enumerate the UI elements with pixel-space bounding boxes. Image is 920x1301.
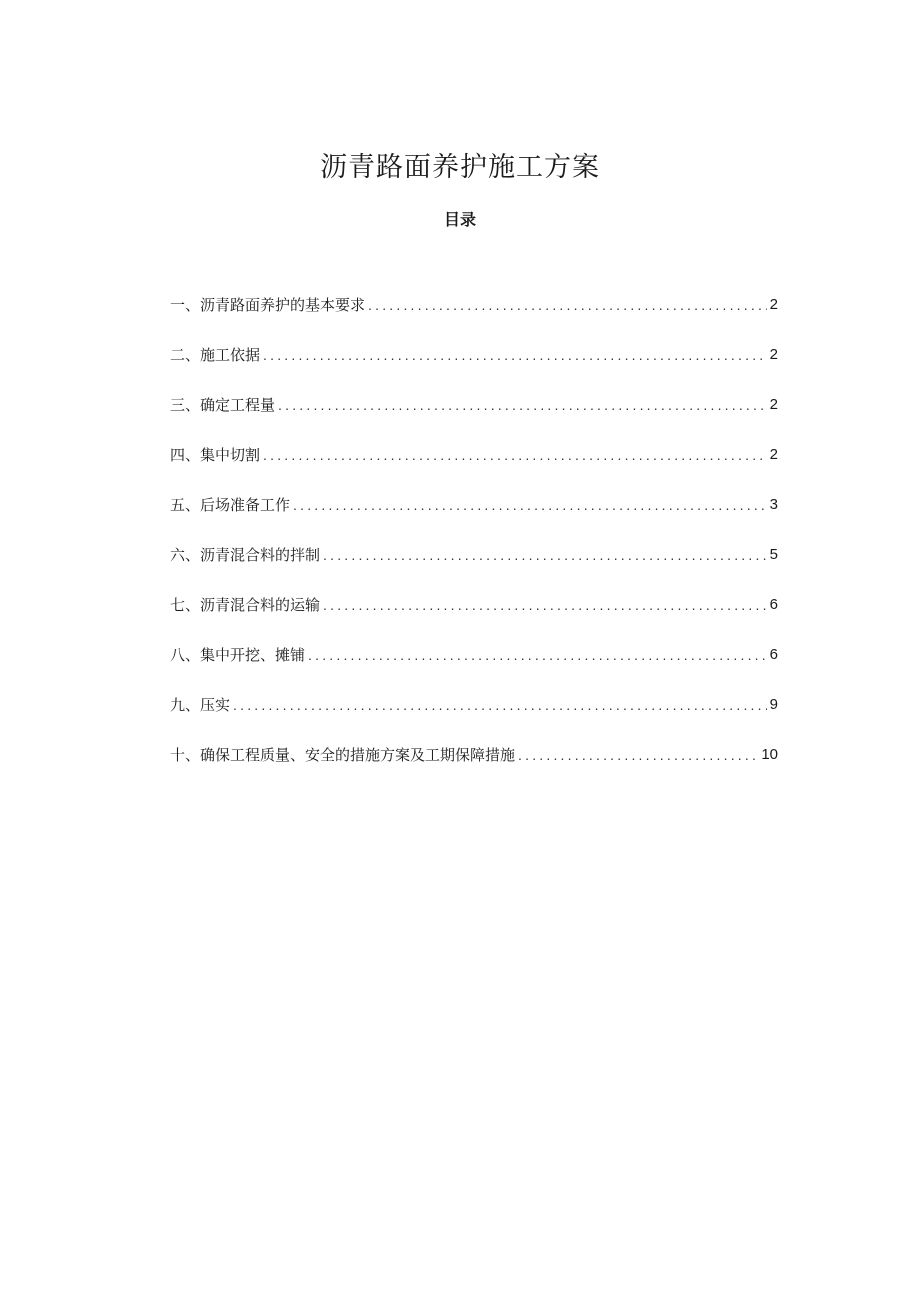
toc-heading: 目录 bbox=[443, 210, 476, 229]
toc-entry-label: 八、集中开挖、摊铺 bbox=[170, 646, 306, 664]
toc-dot-leader bbox=[308, 643, 767, 667]
toc-entry-label: 一、沥青路面养护的基本要求 bbox=[170, 296, 366, 314]
toc-entry-page: 9 bbox=[769, 696, 778, 713]
document-title: 沥青路面养护施工方案 bbox=[320, 152, 600, 183]
toc-entry-2[interactable] bbox=[170, 343, 778, 367]
toc-entry-page: 2 bbox=[769, 296, 778, 313]
toc-entry-label: 四、集中切割 bbox=[170, 446, 261, 464]
toc-entry-label: 十、确保工程质量、安全的措施方案及工期保障措施 bbox=[170, 746, 516, 764]
toc-entry-5[interactable] bbox=[170, 493, 778, 517]
toc-dot-leader bbox=[233, 693, 767, 717]
toc-entry-page: 6 bbox=[769, 646, 778, 663]
toc-dot-leader bbox=[263, 343, 767, 367]
toc-entry-6[interactable] bbox=[170, 543, 778, 567]
toc-entry-label: 七、沥青混合料的运输 bbox=[170, 596, 321, 614]
toc-entry-7[interactable] bbox=[170, 593, 778, 617]
toc-entry-label: 九、压实 bbox=[170, 696, 231, 714]
toc-dot-leader bbox=[323, 543, 767, 567]
toc-entry-label: 六、沥青混合料的拌制 bbox=[170, 546, 321, 564]
toc-entry-label: 三、确定工程量 bbox=[170, 396, 276, 414]
toc-dot-leader bbox=[323, 593, 767, 617]
toc-entry-3[interactable] bbox=[170, 393, 778, 417]
toc-dot-leader bbox=[293, 493, 767, 517]
toc-entry-page: 2 bbox=[769, 346, 778, 363]
toc-entry-page: 10 bbox=[761, 746, 778, 763]
toc-dot-leader bbox=[263, 443, 767, 467]
toc-dot-leader bbox=[278, 393, 767, 417]
toc-entry-label: 二、施工依据 bbox=[170, 346, 261, 364]
toc-entry-10[interactable] bbox=[170, 743, 778, 767]
toc-entry-9[interactable] bbox=[170, 693, 778, 717]
toc-entry-label: 五、后场准备工作 bbox=[170, 496, 291, 514]
toc-dot-leader bbox=[368, 293, 767, 317]
toc-entry-page: 5 bbox=[769, 546, 778, 563]
toc-entry-4[interactable] bbox=[170, 443, 778, 467]
toc-entry-page: 6 bbox=[769, 596, 778, 613]
toc-entry-8[interactable] bbox=[170, 643, 778, 667]
toc-entry-page: 2 bbox=[769, 396, 778, 413]
toc-entry-1[interactable] bbox=[170, 293, 778, 317]
table-of-contents bbox=[170, 293, 778, 793]
toc-dot-leader bbox=[518, 743, 758, 767]
toc-entry-page: 2 bbox=[769, 446, 778, 463]
toc-entry-page: 3 bbox=[769, 496, 778, 513]
